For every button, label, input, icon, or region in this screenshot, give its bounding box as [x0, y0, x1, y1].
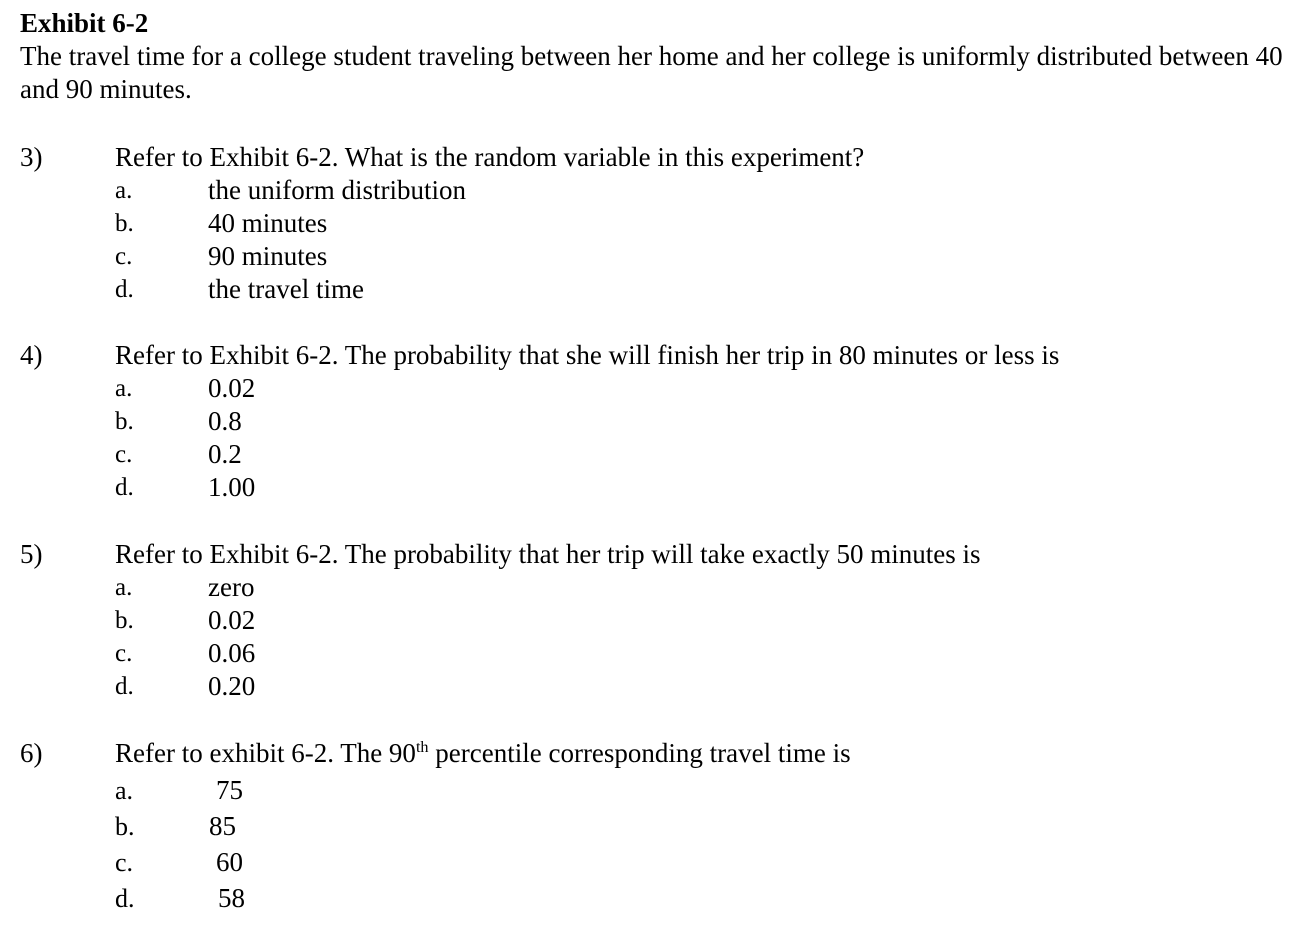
option-text: 0.8: [208, 406, 242, 436]
option-d: [0, 471, 1306, 504]
option-c: [0, 846, 1306, 882]
option-text: 0.20: [208, 671, 256, 701]
option-letter: b.: [115, 607, 134, 634]
option-text: the travel time: [208, 274, 364, 304]
option-text: 0.02: [208, 373, 256, 403]
question-text: [115, 737, 851, 770]
option-letter: b.: [115, 812, 135, 841]
option-text: 40 minutes: [208, 208, 328, 238]
option-letter: a.: [115, 776, 134, 805]
option-letter: d.: [115, 276, 134, 303]
option-c: [0, 240, 1306, 273]
question-number: 3): [20, 142, 43, 172]
option-text: 0.02: [208, 605, 256, 635]
option-text: 60: [216, 847, 243, 877]
option-letter: c.: [115, 441, 133, 468]
option-letter: b.: [115, 408, 134, 435]
option-letter: a.: [115, 375, 133, 402]
exhibit-description: The travel time for a college student traveling between her home and her college is uniformly distributed between 40 and 90 minutes.: [20, 41, 1283, 104]
option-a: [0, 774, 1306, 810]
option-text: 0.06: [208, 638, 256, 668]
question-text-end: percentile corresponding travel time is: [428, 738, 851, 768]
option-b: [0, 810, 1306, 846]
option-a: [0, 174, 1306, 207]
option-letter: c.: [115, 243, 133, 270]
option-text: 1.00: [208, 472, 256, 502]
question-number: 5): [20, 539, 43, 569]
option-text: 58: [218, 883, 245, 913]
option-letter: d.: [115, 474, 134, 501]
option-text: zero: [208, 572, 255, 602]
option-text: 75: [216, 775, 243, 805]
option-a: [0, 372, 1306, 405]
question-number: 4): [20, 340, 43, 370]
ordinal-suffix: th: [415, 738, 429, 756]
option-d: [0, 273, 1306, 306]
option-letter: a.: [115, 574, 133, 601]
option-letter: a.: [115, 177, 133, 204]
option-letter: c.: [115, 848, 134, 877]
option-text: the uniform distribution: [208, 175, 466, 205]
option-text: 90 minutes: [208, 241, 328, 271]
question-text-start: Refer to exhibit 6-2. The 90: [115, 738, 416, 768]
option-b: [0, 405, 1306, 438]
option-letter: b.: [115, 210, 134, 237]
option-b: [0, 207, 1306, 240]
option-text: 0.2: [208, 439, 242, 469]
option-c: [0, 438, 1306, 471]
question-text: Refer to Exhibit 6-2. What is the random variable in this experiment?: [115, 142, 865, 172]
option-d: [0, 882, 1306, 918]
exhibit-title: Exhibit 6-2: [20, 8, 149, 38]
option-b: [0, 604, 1306, 637]
option-c: [0, 637, 1306, 670]
option-letter: c.: [115, 640, 133, 667]
option-a: [0, 571, 1306, 604]
option-d: [0, 670, 1306, 703]
question-number: 6): [20, 738, 43, 768]
option-text: 85: [209, 811, 236, 841]
option-letter: d.: [115, 884, 135, 913]
question-text: Refer to Exhibit 6-2. The probability that her trip will take exactly 50 minutes is: [115, 539, 981, 569]
option-letter: d.: [115, 673, 134, 700]
question-text: Refer to Exhibit 6-2. The probability that she will finish her trip in 80 minutes or less is: [115, 340, 1060, 370]
